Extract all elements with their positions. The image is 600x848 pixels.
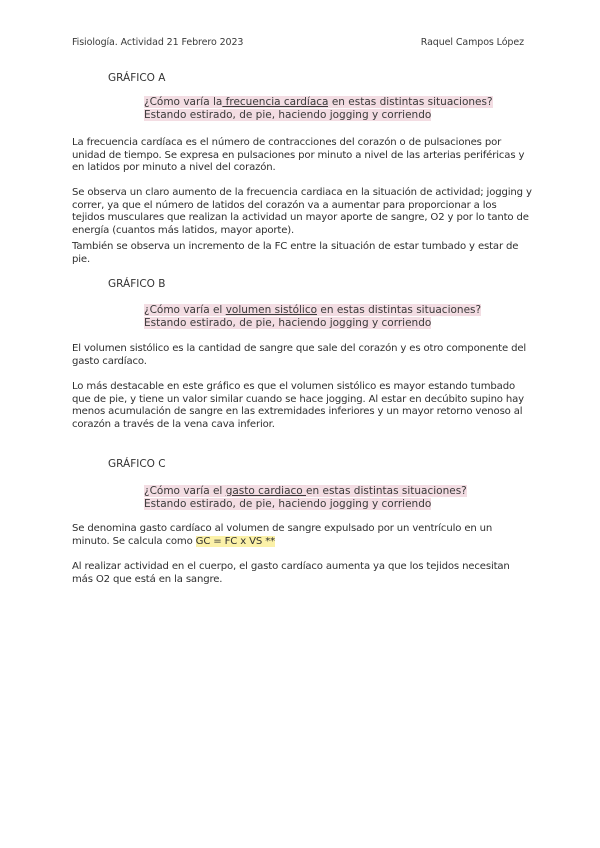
section-a-paragraph-3: También se observa un incremento de la FC entre la situación de estar tumbado y estar de pie.	[72, 241, 519, 265]
question-key: gasto cardiaco	[225, 485, 307, 497]
question-post: en estas distintas situaciones?	[328, 96, 493, 108]
formula-highlight: GC = FC x VS **	[195, 535, 276, 547]
section-b-paragraph-2: Lo más destacable en este gráfico es que el volumen sistólico es mayor estando tumbado que de pie, y tiene un valor similar cuando se hace jogging. Al estar en decúbito supino hay menos acumulación de sangre en las extremidades inferiores y un mayor retorno venoso al corazón a través de la vena cava inferior.	[72, 381, 525, 430]
question-post: en estas distintas situaciones?	[306, 485, 467, 497]
question-key: volumen sistólico	[225, 304, 318, 316]
section-a-title: GRÁFICO A	[108, 72, 166, 84]
question-subtitle: Estando estirado, de pie, haciendo jogging y corriendo	[144, 317, 432, 329]
header-left: Fisiología. Actividad 21 Febrero 2023	[72, 37, 244, 48]
question-pre: ¿Cómo varía la	[144, 96, 223, 108]
header-right: Raquel Campos López	[420, 37, 524, 48]
section-c-question	[144, 485, 467, 511]
question-pre: ¿Cómo varía el	[144, 485, 226, 497]
section-c-title: GRÁFICO C	[108, 458, 166, 470]
section-c-paragraph-1	[72, 523, 532, 548]
section-a-paragraph-1: La frecuencia cardíaca es el número de contracciones del corazón o de pulsaciones por unidad de tiempo. Se expresa en pulsaciones por minuto a nivel de las arterias periféricas y en latidos por minuto a nivel del corazón.	[72, 137, 525, 174]
question-post: en estas distintas situaciones?	[317, 304, 482, 316]
question-pre: ¿Cómo varía el	[144, 304, 226, 316]
section-c-paragraph-2: Al realizar actividad en el cuerpo, el gasto cardíaco aumenta ya que los tejidos necesitan más O2 que está en la sangre.	[72, 561, 510, 585]
question-subtitle: Estando estirado, de pie, haciendo jogging y corriendo	[144, 498, 432, 510]
paragraph-text: Se denomina gasto cardíaco al volumen de sangre expulsado por un ventrículo en un minuto. Se calcula como	[72, 523, 493, 547]
section-a-paragraph-2: Se observa un claro aumento de la frecuencia cardiaca en la situación de actividad; jogging y correr, ya que el número de latidos del corazón va a aumentar para proporcionar a los tejidos musculares que realizan la actividad un mayor aporte de sangre, O2 y por lo tanto de energía (cuantos más latidos, mayor aporte).	[72, 187, 532, 236]
question-key: frecuencia cardíaca	[222, 96, 329, 108]
section-b-title: GRÁFICO B	[108, 278, 166, 290]
question-subtitle: Estando estirado, de pie, haciendo jogging y corriendo	[144, 109, 432, 121]
section-a-question	[144, 96, 493, 122]
section-b-paragraph-1: El volumen sistólico es la cantidad de sangre que sale del corazón y es otro componente del gasto cardíaco.	[72, 343, 527, 367]
section-b-question	[144, 304, 481, 330]
